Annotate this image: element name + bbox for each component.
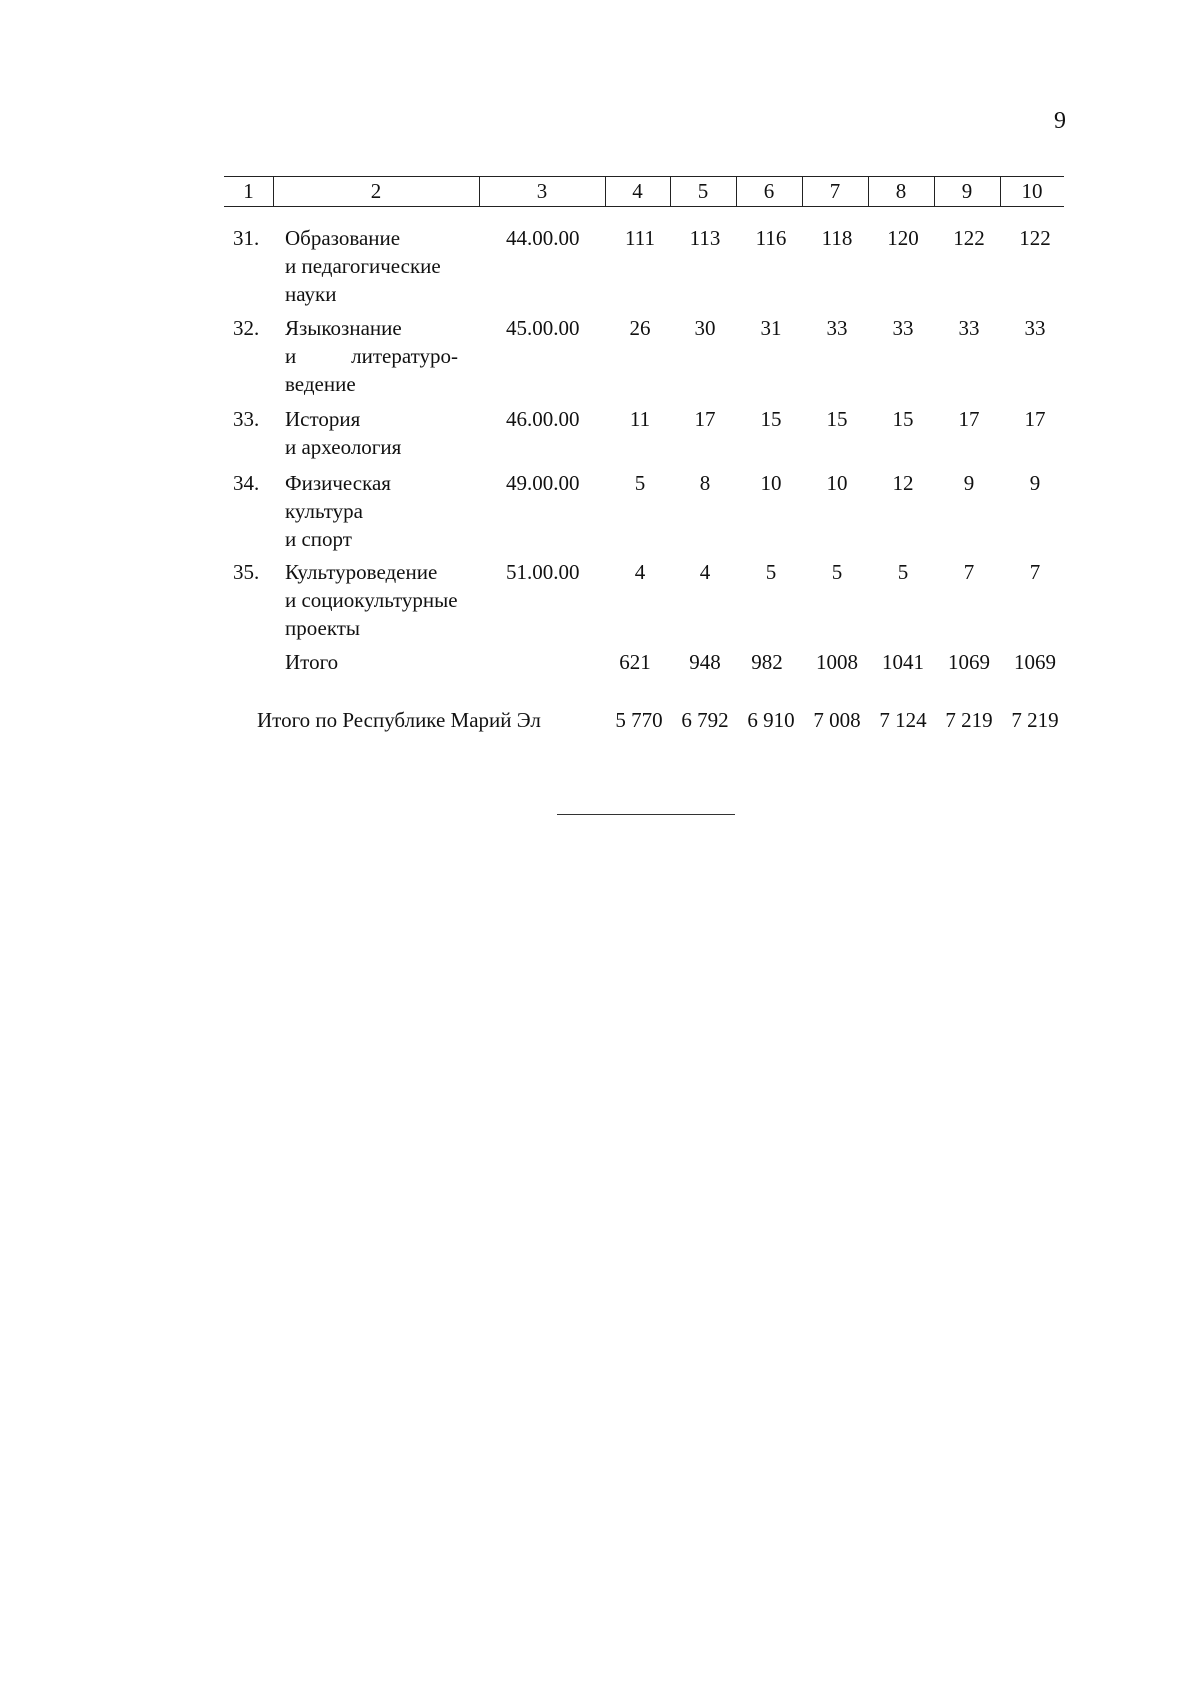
row-name-line: проекты [285,616,361,640]
header-cell-4: 4 [632,179,643,203]
value-col-9: 7 219 [945,708,993,732]
value-col-4: 621 [619,650,651,674]
value-col-5: 17 [694,407,716,431]
row-name [285,314,458,398]
header-cell-9: 9 [961,179,973,203]
row-name-line: культура [285,499,363,523]
value-col-8: 7 124 [879,708,927,732]
row-code: 44.00.00 [506,226,580,250]
row-number: 35. [233,560,260,584]
row-number: 32. [233,316,260,340]
header-cell-7: 7 [829,179,841,203]
row-name-word: литературо- [351,344,458,368]
value-col-10: 7 [1029,560,1041,584]
header-cell-3: 3 [536,179,548,203]
value-col-4: 26 [629,316,651,340]
value-col-7: 1008 [816,650,858,674]
value-col-6: 31 [760,316,782,340]
value-col-7: 7 008 [813,708,861,732]
value-col-4: 5 770 [615,708,663,732]
row-name [285,224,441,308]
row-name-line: и социокультурные [285,588,458,612]
value-col-4: 4 [634,560,646,584]
value-col-5: 30 [694,316,716,340]
value-col-10: 33 [1024,316,1046,340]
value-col-5: 948 [689,650,721,674]
row-name [285,405,401,461]
row-code: 51.00.00 [506,560,580,584]
row-number: 34. [233,471,260,495]
end-divider [557,814,735,815]
value-col-10: 122 [1019,226,1051,250]
value-col-5: 4 [699,560,711,584]
value-col-9: 9 [963,471,975,495]
row-name-word: и [285,344,297,368]
value-col-10: 7 219 [1011,708,1059,732]
value-col-9: 7 [963,560,975,584]
value-col-6: 982 [751,650,783,674]
value-col-10: 9 [1029,471,1041,495]
row-name-line: История [285,407,361,431]
value-col-8: 5 [897,560,909,584]
row-code: 49.00.00 [506,471,580,495]
value-col-7: 15 [826,407,848,431]
row-name-line: и педагогические [285,254,441,278]
row-number: 33. [233,407,260,431]
row-name-line: и археология [285,435,402,459]
value-col-8: 33 [892,316,914,340]
row-name-line: Образование [285,226,401,250]
row-name [285,469,391,553]
value-col-9: 1069 [948,650,990,674]
value-col-8: 1041 [882,650,924,674]
header-cell-10: 10 [1021,179,1043,203]
row-name-line: Культуроведение [285,560,438,584]
header-cell-6: 6 [763,179,775,203]
value-col-8: 12 [892,471,914,495]
header-cell-8: 8 [895,179,907,203]
row-name-line-justified [285,342,458,370]
row-name-line: Языкознание [285,316,402,340]
header-cell-5: 5 [697,179,709,203]
value-col-6: 116 [755,226,787,250]
value-col-8: 120 [887,226,919,250]
table-header-row [224,176,1064,207]
value-col-4: 5 [634,471,646,495]
grand-total-label: Итого по Республике Марий Эл [257,708,541,732]
value-col-4: 111 [625,226,655,250]
value-col-6: 10 [760,471,782,495]
row-code: 45.00.00 [506,316,580,340]
subtotal-label: Итого [285,650,339,674]
header-cell-2: 2 [370,179,382,203]
value-col-5: 6 792 [681,708,729,732]
value-col-6: 5 [765,560,777,584]
value-col-8: 15 [892,407,914,431]
value-col-9: 17 [958,407,980,431]
row-number: 31. [233,226,260,250]
row-name-line: науки [285,282,337,306]
page-number: 9 [1054,108,1066,134]
value-col-7: 33 [826,316,848,340]
value-col-6: 15 [760,407,782,431]
row-name-line: ведение [285,372,356,396]
row-name-line: Физическая [285,471,391,495]
value-col-9: 33 [958,316,980,340]
value-col-5: 8 [699,471,711,495]
row-name-line: и спорт [285,527,352,551]
value-col-6: 6 910 [747,708,795,732]
row-code: 46.00.00 [506,407,580,431]
value-col-10: 17 [1024,407,1046,431]
value-col-4: 11 [629,407,651,431]
header-cell-1: 1 [243,179,254,203]
value-col-7: 5 [831,560,843,584]
value-col-5: 113 [689,226,721,250]
value-col-7: 10 [826,471,848,495]
value-col-7: 118 [821,226,853,250]
row-name [285,558,458,642]
value-col-9: 122 [953,226,985,250]
value-col-10: 1069 [1014,650,1056,674]
